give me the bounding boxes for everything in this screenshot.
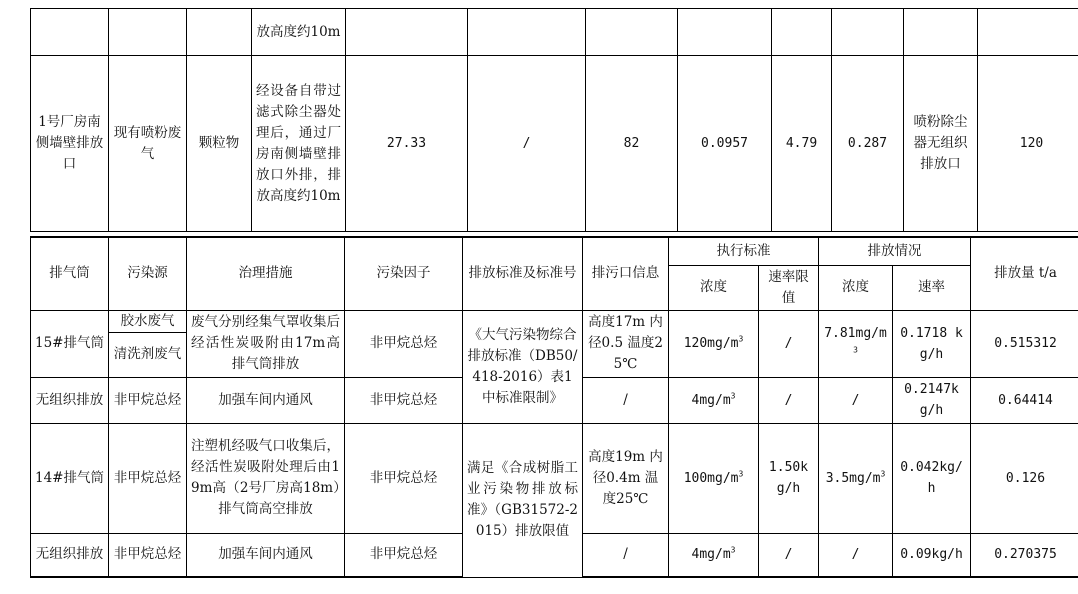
stack-cell: 15#排气筒 xyxy=(31,310,109,377)
header-conc: 浓度 xyxy=(669,265,759,310)
header-stack: 排气筒 xyxy=(31,237,109,310)
top-row0-cell xyxy=(586,9,678,56)
value-cell: / xyxy=(468,56,586,232)
conc2-cell: / xyxy=(819,377,893,423)
source-cell: 清洗剂废气 xyxy=(109,332,187,377)
pollutant-name: 颗粒物 xyxy=(187,56,252,232)
amount-cell: 0.126 xyxy=(971,423,1078,533)
rate-limit-cell: / xyxy=(759,533,819,577)
top-row0-cell xyxy=(187,9,252,56)
header-conc2: 浓度 xyxy=(819,265,893,310)
source-name: 现有喷粉废气 xyxy=(109,56,187,232)
conc2-cell: / xyxy=(819,533,893,577)
header-source: 污染源 xyxy=(109,237,187,310)
conc-value: 4mg/m xyxy=(691,392,731,408)
source-cell: 胶水废气 xyxy=(109,310,187,332)
value-cell: 27.33 xyxy=(346,56,468,232)
source-cell: 非甲烷总烃 xyxy=(109,533,187,577)
header-outlet-info: 排污口信息 xyxy=(583,237,669,310)
outlet-info-cell: 高度17m 内径0.5 温度25℃ xyxy=(583,310,669,377)
top-row0-cell xyxy=(904,9,978,56)
factor-cell: 非甲烷总烃 xyxy=(345,423,463,533)
superscript: 3 xyxy=(730,545,736,555)
value-cell: 4.79 xyxy=(772,56,832,232)
top-table xyxy=(30,8,1078,232)
conc2-value: 3.5mg/m xyxy=(825,470,881,486)
header-measure: 治理措施 xyxy=(187,237,345,310)
rate-cell: 0.09kg/h xyxy=(893,533,971,577)
value-cell: 0.287 xyxy=(832,56,904,232)
rate-limit-cell: / xyxy=(759,377,819,423)
conc-cell xyxy=(669,423,759,533)
rate-cell: 0.2147kg/h xyxy=(893,377,971,423)
source-cell: 非甲烷总烃 xyxy=(109,423,187,533)
top-row0-cell xyxy=(31,9,109,56)
conc-cell xyxy=(669,310,759,377)
measure-cell: 废气分别经集气罩收集后经活性炭吸附由17m高排气筒排放 xyxy=(187,310,345,377)
superscript: 3 xyxy=(880,469,886,479)
conc2-cell xyxy=(819,310,893,377)
stack-cell: 无组织排放 xyxy=(31,377,109,423)
conc2-value: 7.81mg/m xyxy=(824,325,887,341)
header-amount: 排放量 t/a xyxy=(971,237,1078,310)
conc-value: 120mg/m xyxy=(683,336,739,351)
top-row0-cell xyxy=(109,9,187,56)
rate-limit-cell: / xyxy=(759,310,819,377)
value-cell: 82 xyxy=(586,56,678,232)
measure-cell: 加强车间内通风 xyxy=(187,533,345,577)
value-cell: 120 xyxy=(978,56,1078,232)
rate-limit-cell: 1.50kg/h xyxy=(759,423,819,533)
superscript: 3 xyxy=(853,345,858,355)
top-row0-cell xyxy=(772,9,832,56)
header-factor: 污染因子 xyxy=(345,237,463,310)
measure-cell: 加强车间内通风 xyxy=(187,377,345,423)
amount-cell: 0.515312 xyxy=(971,310,1078,377)
header-standard: 排放标准及标准号 xyxy=(463,237,583,310)
top-row0-cell xyxy=(978,9,1078,56)
conc-value: 100mg/m xyxy=(683,470,739,486)
outlet-name: 1号厂房南侧墙壁排放口 xyxy=(31,56,109,232)
measure-cell: 注塑机经吸气口收集后，经活性炭吸附处理后由19m高（2号厂房高18m）排气筒高空排放 xyxy=(187,423,345,533)
top-row0-measure: 放高度约10m xyxy=(252,9,346,56)
header-rate: 速率 xyxy=(893,265,971,310)
top-row0-cell xyxy=(678,9,772,56)
superscript: 3 xyxy=(738,334,744,344)
header-rate-limit: 速率限值 xyxy=(759,265,819,310)
rate-cell: 0.1718 kg/h xyxy=(893,310,971,377)
top-row0-cell xyxy=(346,9,468,56)
standard-cell: 《大气污染物综合排放标准（DB50/418-2016）表1中标准限制》 xyxy=(463,310,583,423)
note-cell: 喷粉除尘器无组织排放口 xyxy=(904,56,978,232)
header-emission: 排放情况 xyxy=(819,237,971,265)
rate-cell: 0.042kg/h xyxy=(893,423,971,533)
superscript: 3 xyxy=(738,469,744,479)
outlet-info-cell: / xyxy=(583,377,669,423)
stack-cell: 无组织排放 xyxy=(31,533,109,577)
superscript: 3 xyxy=(730,391,736,401)
stack-cell: 14#排气筒 xyxy=(31,423,109,533)
main-table xyxy=(30,236,1078,578)
amount-cell: 0.270375 xyxy=(971,533,1078,577)
standard-cell: 满足《合成树脂工业污染物排放标准》（GB31572-2015）排放限值 xyxy=(463,423,583,577)
source-cell: 非甲烷总烃 xyxy=(109,377,187,423)
top-row0-cell xyxy=(832,9,904,56)
factor-cell: 非甲烷总烃 xyxy=(345,310,463,377)
conc-cell xyxy=(669,377,759,423)
outlet-info-cell: / xyxy=(583,533,669,577)
factor-cell: 非甲烷总烃 xyxy=(345,533,463,577)
conc-value: 4mg/m xyxy=(691,547,731,563)
amount-cell: 0.64414 xyxy=(971,377,1078,423)
value-cell: 0.0957 xyxy=(678,56,772,232)
top-row0-cell xyxy=(468,9,586,56)
header-exec-std: 执行标准 xyxy=(669,237,819,265)
conc2-cell xyxy=(819,423,893,533)
outlet-info-cell: 高度19m 内径0.4m 温度25℃ xyxy=(583,423,669,533)
conc-cell xyxy=(669,533,759,577)
factor-cell: 非甲烷总烃 xyxy=(345,377,463,423)
measure-text: 经设备自带过滤式除尘器处理后，通过厂房南侧墙壁排放口外排，排放高度约10m xyxy=(252,56,346,232)
